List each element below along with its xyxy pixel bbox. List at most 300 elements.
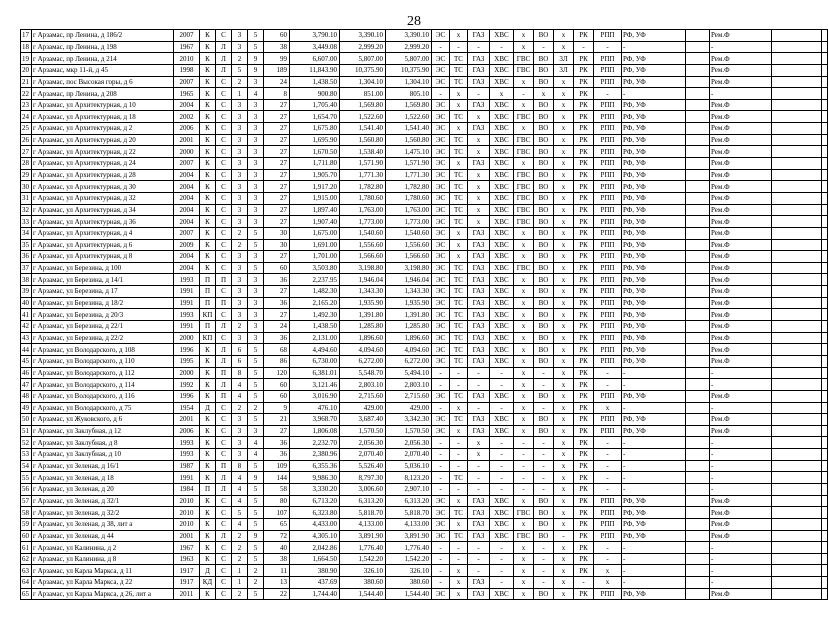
table-cell: ХВС (490, 181, 514, 193)
table-cell: КД (200, 577, 216, 589)
table-cell: - (594, 379, 622, 391)
table-cell: РК (574, 286, 594, 298)
table-cell: - (710, 565, 772, 577)
table-cell: х (554, 449, 574, 461)
table-row (21, 227, 828, 239)
table-cell: - (710, 88, 772, 100)
table-cell: ВО (534, 64, 554, 76)
table-cell: К (200, 344, 216, 356)
table-cell: - (490, 379, 514, 391)
table-cell: 326.10 (386, 565, 432, 577)
table-cell: 3,449.08 (290, 41, 340, 53)
table-cell: 1,482.30 (290, 286, 340, 298)
table-cell: 2006 (174, 123, 200, 135)
table-cell: 1,701.00 (290, 251, 340, 263)
table-cell: 1,664.50 (290, 553, 340, 565)
table-cell: К (200, 390, 216, 402)
table-cell: - (468, 460, 490, 472)
table-cell: 476.10 (290, 402, 340, 414)
table-cell: ВО (534, 297, 554, 309)
table-cell: х (554, 274, 574, 286)
table-cell: ГАЗ (468, 30, 490, 42)
table-cell: ВО (534, 111, 554, 123)
table-cell: 1,744.40 (290, 588, 340, 600)
table-cell: - (450, 460, 468, 472)
table-row (21, 530, 828, 542)
table-cell: 1,917.20 (290, 181, 340, 193)
table-row (21, 344, 828, 356)
table-cell: х (450, 577, 468, 589)
table-cell: - (514, 483, 534, 495)
table-cell: - (594, 41, 622, 53)
table-cell: К (200, 367, 216, 379)
table-cell: х (554, 367, 574, 379)
table-cell: ЭС (432, 251, 450, 263)
table-cell: 56 (21, 483, 32, 495)
table-cell: ХВС (490, 414, 514, 426)
table-row (21, 64, 828, 76)
table-cell: РФ, УФ (622, 146, 686, 158)
table-cell: - (490, 472, 514, 484)
table-cell: К (200, 227, 216, 239)
table-cell: г Арзамас, ул Архитектурная, д 4 (32, 227, 174, 239)
table-cell: 5 (232, 64, 248, 76)
table-cell: 189 (264, 64, 290, 76)
table-cell: - (594, 553, 622, 565)
table-cell: 2,380.96 (290, 449, 340, 461)
table-cell: 36 (21, 251, 32, 263)
table-cell: ГАЗ (468, 355, 490, 367)
table-cell: П (200, 274, 216, 286)
table-cell: ВО (534, 262, 554, 274)
table-cell (772, 227, 822, 239)
table-cell: 6,323.80 (290, 507, 340, 519)
table-cell (772, 262, 822, 274)
table-cell: х (468, 216, 490, 228)
table-cell: 1,540.60 (340, 227, 386, 239)
table-cell: 3,968.70 (290, 414, 340, 426)
table-cell: 429.00 (386, 402, 432, 414)
table-cell: х (554, 158, 574, 170)
table-cell (772, 355, 822, 367)
table-cell: РФ, УФ (622, 76, 686, 88)
table-cell: 22 (21, 88, 32, 100)
table-cell: г Арзамас, ул Березина, д 20/3 (32, 309, 174, 321)
table-cell: 2004 (174, 192, 200, 204)
table-cell: х (554, 192, 574, 204)
table-cell: х (514, 286, 534, 298)
table-cell (772, 577, 822, 589)
table-cell: ХВС (490, 204, 514, 216)
table-cell: 2 (232, 553, 248, 565)
table-cell: ВО (534, 216, 554, 228)
table-cell: 3 (232, 111, 248, 123)
table-cell: 1,776.40 (340, 542, 386, 554)
table-cell: РПП (594, 414, 622, 426)
table-cell (772, 542, 822, 554)
table-cell: 1993 (174, 449, 200, 461)
table-cell (686, 309, 710, 321)
table-cell: 21 (21, 76, 32, 88)
table-cell: ЭС (432, 111, 450, 123)
table-cell: РПП (594, 355, 622, 367)
table-cell: х (468, 437, 490, 449)
table-cell: ХВС (490, 227, 514, 239)
table-cell: Рем.Ф (710, 111, 772, 123)
table-cell: ТС (450, 64, 468, 76)
table-cell: 6,355.36 (290, 460, 340, 472)
table-cell: - (622, 88, 686, 100)
table-cell: - (710, 577, 772, 589)
table-cell: 27 (264, 192, 290, 204)
table-cell: х (468, 146, 490, 158)
table-cell: 3 (232, 181, 248, 193)
table-cell: х (554, 76, 574, 88)
table-cell: Рем.Ф (710, 158, 772, 170)
table-cell: РФ, УФ (622, 181, 686, 193)
table-cell: х (514, 251, 534, 263)
table-cell: г Арзамас, ул Заклубная, д 12 (32, 425, 174, 437)
table-cell: х (514, 577, 534, 589)
table-cell: - (622, 449, 686, 461)
table-cell (772, 530, 822, 542)
table-cell: 3,891.90 (386, 530, 432, 542)
table-cell: РПП (594, 123, 622, 135)
table-cell: 2 (232, 588, 248, 600)
table-cell: 3 (232, 262, 248, 274)
table-cell (772, 204, 822, 216)
table-cell: 27 (264, 309, 290, 321)
table-cell (686, 379, 710, 391)
table-cell (772, 414, 822, 426)
table-cell (772, 309, 822, 321)
table-cell: 1,780.60 (386, 192, 432, 204)
table-cell: 3 (248, 169, 264, 181)
table-cell: К (200, 460, 216, 472)
table-cell: 36 (264, 449, 290, 461)
table-cell: РК (574, 30, 594, 42)
table-cell: 5 (248, 495, 264, 507)
table-cell: - (710, 379, 772, 391)
table-row (21, 379, 828, 391)
table-cell: 4 (248, 437, 264, 449)
table-cell: 1,806.08 (290, 425, 340, 437)
table-cell: С (216, 437, 232, 449)
table-cell: 10,375.90 (340, 64, 386, 76)
table-cell: г Арзамас, пр Ленина, д 186/2 (32, 30, 174, 42)
table-cell (686, 367, 710, 379)
table-cell: РК (574, 123, 594, 135)
table-cell: 3 (232, 309, 248, 321)
table-cell: РПП (594, 181, 622, 193)
table-cell: - (490, 367, 514, 379)
table-row (21, 355, 828, 367)
table-cell: 4 (232, 379, 248, 391)
table-cell: РФ, УФ (622, 344, 686, 356)
table-cell: 2,803.10 (386, 379, 432, 391)
table-cell: - (490, 542, 514, 554)
table-cell: ХВС (490, 309, 514, 321)
table-cell: - (710, 367, 772, 379)
table-cell: 2001 (174, 134, 200, 146)
table-cell: х (450, 425, 468, 437)
table-cell: - (490, 437, 514, 449)
table-cell: - (432, 565, 450, 577)
table-cell: х (514, 99, 534, 111)
table-cell: г Арзамас, ул Калинина, д 2 (32, 542, 174, 554)
table-cell: г Арзамас, ул Зеленая, д 32/2 (32, 507, 174, 519)
table-row (21, 239, 828, 251)
table-cell: РК (574, 483, 594, 495)
table-cell: ГАЗ (468, 53, 490, 65)
table-cell: 2 (232, 53, 248, 65)
table-cell: 1,556.60 (386, 239, 432, 251)
table-cell: - (514, 472, 534, 484)
table-cell: ГАЗ (468, 425, 490, 437)
table-cell: С (216, 251, 232, 263)
table-cell: 2004 (174, 204, 200, 216)
table-cell: ХВС (490, 495, 514, 507)
table-cell: 5 (248, 227, 264, 239)
table-cell: РК (574, 309, 594, 321)
table-cell: 4 (248, 88, 264, 100)
table-cell: ХВС (490, 251, 514, 263)
table-cell: РК (574, 460, 594, 472)
table-cell: 1991 (174, 286, 200, 298)
table-cell: ВО (534, 30, 554, 42)
table-cell: Рем.Ф (710, 239, 772, 251)
table-cell: 2000 (174, 146, 200, 158)
table-cell: 6,272.00 (386, 355, 432, 367)
table-cell: С (216, 402, 232, 414)
table-cell: 1,571.90 (386, 158, 432, 170)
table-cell: 1991 (174, 321, 200, 333)
table-cell: 5 (248, 379, 264, 391)
table-cell: - (594, 367, 622, 379)
table-cell: 2006 (174, 425, 200, 437)
table-cell (686, 425, 710, 437)
table-cell: х (554, 355, 574, 367)
table-cell: - (432, 41, 450, 53)
table-cell: х (554, 390, 574, 402)
table-cell: ВО (534, 414, 554, 426)
table-cell: г Арзамас, ул Калинина, д 8 (32, 553, 174, 565)
table-cell: РК (574, 262, 594, 274)
table-cell: 1 (232, 565, 248, 577)
table-cell: х (514, 76, 534, 88)
table-cell: ГАЗ (468, 507, 490, 519)
table-cell: 3 (248, 158, 264, 170)
table-cell: 1,438.50 (290, 321, 340, 333)
table-cell: ГВС (514, 262, 534, 274)
table-cell: 1963 (174, 553, 200, 565)
table-row (21, 262, 828, 274)
table-cell: Рем.Ф (710, 344, 772, 356)
table-cell: 2,232.70 (290, 437, 340, 449)
table-cell (686, 588, 710, 600)
table-cell: х (450, 30, 468, 42)
table-cell: 4 (232, 495, 248, 507)
table-cell: - (594, 437, 622, 449)
table-cell: РК (574, 192, 594, 204)
table-cell: 3 (232, 123, 248, 135)
table-cell (772, 123, 822, 135)
table-cell: С (216, 309, 232, 321)
table-cell (772, 41, 822, 53)
table-cell (686, 321, 710, 333)
table-cell (772, 402, 822, 414)
table-cell: - (622, 577, 686, 589)
table-cell (772, 449, 822, 461)
table-cell: 9,986.30 (290, 472, 340, 484)
table-cell: ГАЗ (468, 227, 490, 239)
table-cell: РПП (594, 309, 622, 321)
table-cell: ВО (534, 123, 554, 135)
table-cell: Рем.Ф (710, 530, 772, 542)
table-cell: Л (216, 483, 232, 495)
table-cell: ТС (450, 309, 468, 321)
table-cell: - (622, 565, 686, 577)
table-cell: 40 (21, 297, 32, 309)
table-cell: 5 (248, 367, 264, 379)
table-cell: 1,522.60 (386, 111, 432, 123)
table-cell (686, 192, 710, 204)
table-cell: х (468, 449, 490, 461)
table-cell: х (554, 146, 574, 158)
table-row (21, 158, 828, 170)
table-cell: ЭС (432, 216, 450, 228)
table-cell: 5,494.10 (386, 367, 432, 379)
table-cell: 38 (21, 274, 32, 286)
table-cell: 58 (264, 483, 290, 495)
table-cell: 3 (232, 192, 248, 204)
table-cell: 20 (21, 64, 32, 76)
table-cell: ГАЗ (468, 262, 490, 274)
table-cell: Д (200, 565, 216, 577)
table-cell: С (216, 88, 232, 100)
table-cell (686, 239, 710, 251)
table-cell: г Арзамас, ул Архитектурная, д 6 (32, 239, 174, 251)
table-cell: - (534, 41, 554, 53)
table-cell: ВО (534, 530, 554, 542)
table-cell: 60 (264, 390, 290, 402)
table-cell: 2007 (174, 76, 200, 88)
table-row (21, 588, 828, 600)
table-cell: 1993 (174, 274, 200, 286)
table-cell: 49 (21, 402, 32, 414)
table-cell (686, 251, 710, 263)
table-cell: РК (574, 169, 594, 181)
table-cell (686, 30, 710, 42)
table-cell: х (554, 332, 574, 344)
table-cell: ХВС (490, 146, 514, 158)
table-cell: ХВС (490, 123, 514, 135)
table-cell: 38 (264, 41, 290, 53)
table-cell: х (554, 483, 574, 495)
table-cell: ХВС (490, 192, 514, 204)
table-cell: 38 (264, 553, 290, 565)
table-cell: - (490, 553, 514, 565)
table-cell: 22 (264, 588, 290, 600)
table-cell: г Арзамас, пр Ленина, д 198 (32, 41, 174, 53)
table-cell: ТС (450, 181, 468, 193)
table-cell (686, 483, 710, 495)
table-cell: - (710, 553, 772, 565)
table-cell: 1,343.30 (340, 286, 386, 298)
table-cell: 5 (248, 460, 264, 472)
table-cell (686, 472, 710, 484)
table-cell: 2010 (174, 53, 200, 65)
table-cell: х (450, 158, 468, 170)
table-cell: 5 (232, 507, 248, 519)
table-cell: РФ, УФ (622, 64, 686, 76)
table-cell: - (432, 437, 450, 449)
table-cell (772, 158, 822, 170)
table-cell: 805.10 (386, 88, 432, 100)
table-row (21, 251, 828, 263)
table-cell: РПП (594, 192, 622, 204)
table-cell: х (554, 309, 574, 321)
table-cell: 3,121.46 (290, 379, 340, 391)
table-cell: ТС (450, 472, 468, 484)
table-cell: 4,305.10 (290, 530, 340, 542)
table-cell: 5 (248, 507, 264, 519)
table-cell: ЭС (432, 425, 450, 437)
table-cell: 42 (21, 321, 32, 333)
table-cell: ТС (450, 216, 468, 228)
table-cell: ВО (534, 355, 554, 367)
table-cell: х (514, 297, 534, 309)
table-cell: - (534, 449, 554, 461)
table-cell: ГВС (514, 204, 534, 216)
table-cell: С (216, 286, 232, 298)
table-cell: 1,905.70 (290, 169, 340, 181)
table-cell: х (554, 495, 574, 507)
table-cell: РФ, УФ (622, 111, 686, 123)
table-row (21, 507, 828, 519)
table-cell: х (554, 134, 574, 146)
table-cell: г Арзамас, пр Ленина, д 214 (32, 53, 174, 65)
table-cell: ГАЗ (468, 344, 490, 356)
table-row (21, 76, 828, 88)
table-row (21, 472, 828, 484)
table-cell (686, 542, 710, 554)
table-cell: - (534, 565, 554, 577)
table-cell: ХВС (490, 274, 514, 286)
table-cell: 25 (21, 123, 32, 135)
table-cell: К (200, 530, 216, 542)
table-cell (772, 169, 822, 181)
table-cell: 1993 (174, 437, 200, 449)
table-cell: х (554, 321, 574, 333)
table-cell: ХВС (490, 344, 514, 356)
table-cell: х (594, 402, 622, 414)
table-cell: 3Л (554, 64, 574, 76)
table-cell: 3 (248, 425, 264, 437)
table-cell (772, 274, 822, 286)
table-cell: г Арзамас, ул Березина, д 22/1 (32, 321, 174, 333)
table-cell: 4 (248, 449, 264, 461)
table-cell: 4 (232, 390, 248, 402)
table-cell: 23 (21, 99, 32, 111)
table-cell: г Арзамас, ул Зеленая, д 32/1 (32, 495, 174, 507)
table-cell (772, 146, 822, 158)
table-cell: 3 (232, 274, 248, 286)
table-cell: РФ, УФ (622, 227, 686, 239)
table-cell: ХВС (490, 425, 514, 437)
table-cell: П (216, 367, 232, 379)
table-cell: 3 (248, 321, 264, 333)
